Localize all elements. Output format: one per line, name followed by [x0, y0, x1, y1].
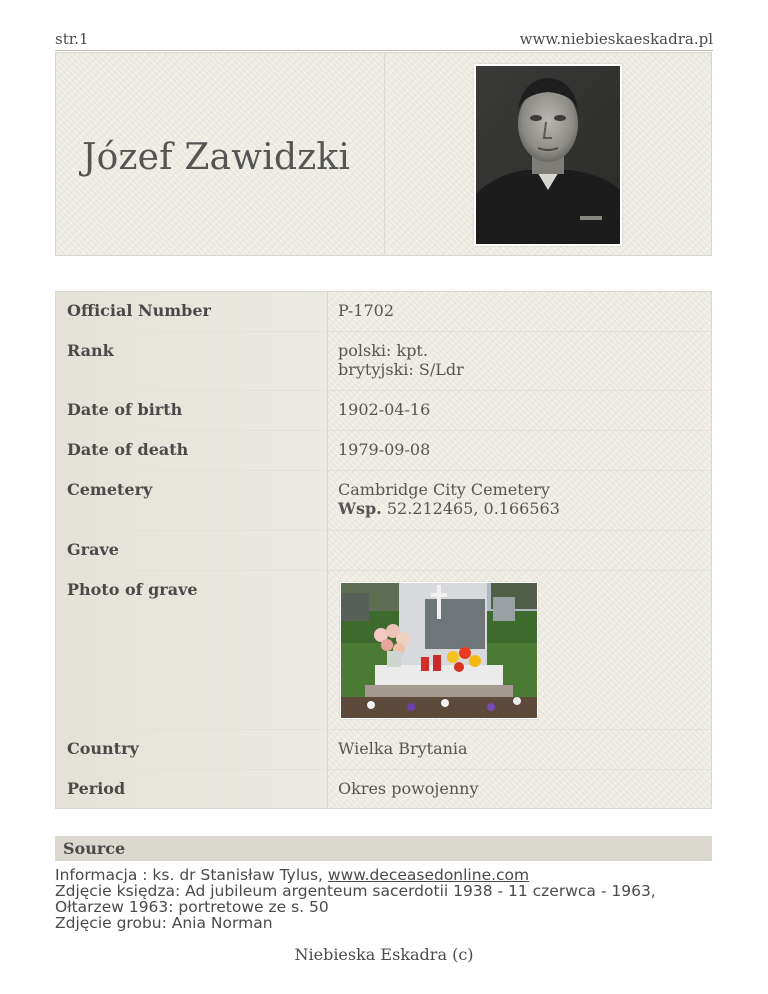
- row-period: [56, 770, 711, 808]
- label-period: Period: [56, 770, 328, 808]
- label-cemetery: Cemetery: [56, 471, 328, 530]
- row-date-of-birth: [56, 391, 711, 431]
- label-photo-of-grave: Photo of grave: [56, 571, 328, 729]
- cemetery-coords: [338, 499, 700, 518]
- row-official-number: [56, 292, 711, 332]
- value-grave: [328, 531, 711, 570]
- source-heading: Source: [55, 836, 712, 861]
- value-country: Wielka Brytania: [338, 739, 468, 758]
- page-number: str.1: [55, 30, 89, 48]
- source-line-2: Zdjęcie księdza: Ad jubileum argenteum sacerdotii 1938 - 11 czerwca - 1963,: [55, 882, 656, 900]
- value-official-number: P-1702: [338, 301, 395, 320]
- value-period: Okres powojenny: [338, 779, 479, 798]
- value-date-of-death: 1979-09-08: [338, 440, 431, 459]
- source-info-text: Informacja : ks. dr Stanisław Tylus,: [55, 866, 328, 884]
- site-url: www.niebieskaeskadra.pl: [519, 30, 713, 48]
- label-country: Country: [56, 730, 328, 769]
- label-date-of-death: Date of death: [56, 431, 328, 470]
- footer-copyright: Niebieska Eskadra (c): [294, 945, 474, 964]
- deceasedonline-link[interactable]: www.deceasedonline.com: [327, 866, 530, 884]
- portrait-photo: [474, 64, 622, 246]
- value-photo-of-grave: [328, 571, 711, 729]
- rank-polish: polski: kpt.: [338, 341, 428, 360]
- title-divider: [384, 53, 385, 255]
- person-name: Józef Zawidzki: [82, 137, 351, 178]
- label-rank: Rank: [56, 332, 328, 390]
- portrait-image: [476, 66, 620, 244]
- info-table: [55, 291, 712, 809]
- label-grave: Grave: [56, 531, 328, 570]
- row-photo-of-grave: [56, 571, 711, 730]
- row-grave: [56, 531, 711, 571]
- rank-british: brytyjski: S/Ldr: [338, 360, 464, 379]
- grave-photo: [340, 582, 538, 719]
- value-rank: [328, 332, 711, 390]
- value-date-of-birth: 1902-04-16: [338, 400, 431, 419]
- label-official-number: Official Number: [56, 292, 328, 331]
- page-header: [55, 30, 713, 51]
- row-cemetery: [56, 471, 711, 531]
- coords-value: 52.212465, 0.166563: [386, 499, 560, 518]
- source-body: [55, 867, 735, 931]
- source-line-4: Zdjęcie grobu: Ania Norman: [55, 914, 273, 932]
- label-date-of-birth: Date of birth: [56, 391, 328, 430]
- coords-label: Wsp.: [338, 499, 382, 518]
- source-line-3: Ołtarzew 1963: portretowe ze s. 50: [55, 898, 329, 916]
- row-date-of-death: [56, 431, 711, 471]
- row-rank: [56, 332, 711, 391]
- value-cemetery: [328, 471, 711, 530]
- cemetery-name: Cambridge City Cemetery: [338, 480, 550, 499]
- row-country: [56, 730, 711, 770]
- source-line-1: [55, 867, 735, 883]
